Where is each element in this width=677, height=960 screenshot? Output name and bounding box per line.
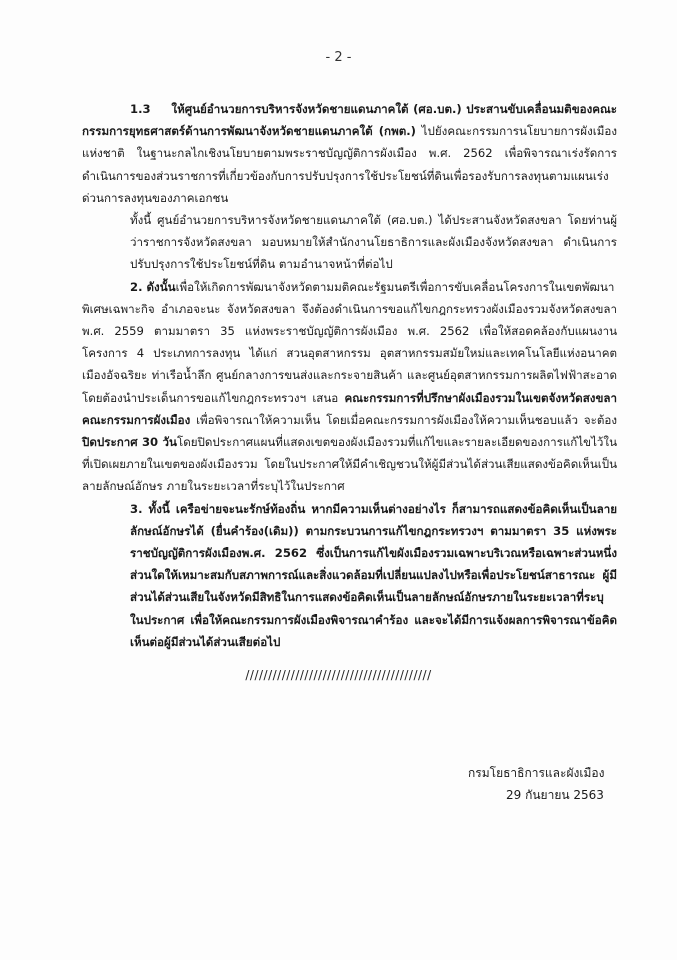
paragraph-bold-text: ปิดประกาศ 30 วัน	[82, 435, 177, 450]
paragraph-text: ทั้งนี้ ศูนย์อำนวยการบริหารจังหวัดชายแดนภาคใต้ (ศอ.บต.) ได้ประสานจังหวัดสงขลา โดยท่านผู้ว่าราชการจังหวัดสงขลา มอบหมายให้สำนักงานโยธาธิการและผังเมืองจังหวัดสงขลา ดำเนินการปรับปรุงการใช้ประโยชน์ที่ดิน ตามอำนาจหน้าที่ต่อไป	[130, 213, 617, 272]
paragraph-bold-text: 3. ทั้งนี้ เครือข่ายจะนะรักษ์ท้องถิ่น หากมีความเห็นต่างอย่างไร ก็สามารถแสดงข้อคิดเห็นเป็นลายลักษณ์อักษรได้ (ยื่นคำร้อง(เดิม)) ตามกระบวนการแก้ไขกฎกระทรวงฯ ตามมาตรา 35 แห่งพระราชบัญญัติการผังเมืองพ.ศ. 2562 ซึ่งเป็นการแก้ไขผังเมืองรวมเฉพาะบริเวณหรือเฉพาะส่วนหนึ่งส่วนใดให้เหมาะสมกับสภาพการณ์และสิ่งแวดล้อมที่เปลี่ยนแปลงไปหรือเพื่อประโยชน์สาธารณะ ผู้มีส่วนได้ส่วนเสียในจังหวัดมีสิทธิในการแสดงข้อคิดเห็นเป็นลายลักษณ์อักษรภายในระยะเวลาที่ระบุในประกาศ เพื่อให้คณะกรรมการผังเมืองพิจารณาคำร้อง และจะได้มีการแจ้งผลการพิจารณาข้อคิดเห็นต่อผู้มีส่วนได้ส่วนเสียต่อไป	[130, 501, 617, 649]
paragraph-bold-text: คณะกรรมการที่ปรึกษาผังเมืองรวมในเขตจังหวัดสงขลา คณะกรรมการผังเมือง	[82, 390, 617, 427]
section-number: 1.3	[130, 102, 151, 116]
signature-block	[440, 762, 640, 806]
document-date: 29 กันยายน 2563	[506, 788, 604, 802]
paragraph-text: โดยปิดประกาศแผนที่แสดงเขตของผังเมืองรวมที่แก้ไขและรายละเอียดของการแก้ไขไว้ในที่เปิดเผยภายในเขตของผังเมืองรวม โดยในประกาศให้มีคำเชิญชวนให้ผู้มีส่วนได้ส่วนเสียแสดงข้อคิดเห็นเป็นลายลักษณ์อักษร ภายในระยะเวลาที่ระบุไว้ในประกาศ	[82, 435, 617, 494]
separator-line: /////////////////////////////////////////	[245, 668, 432, 682]
paragraph-bold-text: ให้ศูนย์อำนวยการบริหารจังหวัดชายแดนภาคใต้ (ศอ.บต.) ประสานขับเคลื่อนมติของคณะกรรมการยุทธศาสตร์ด้านการพัฒนาจังหวัดชายแดนภาคใต้ (กพต.)	[82, 102, 617, 139]
paragraph-lead: 2. ดังนั้น	[130, 279, 176, 294]
page-number: - 2 -	[325, 50, 352, 65]
paragraph-text: เพื่อพิจารณาให้ความเห็น โดยเมื่อคณะกรรมการผังเมืองให้ความเห็นชอบแล้ว จะต้อง	[190, 412, 617, 427]
paragraph-2	[82, 276, 617, 498]
department-name: กรมโยธาธิการและผังเมือง	[468, 766, 605, 780]
paragraph-text: ไปยังคณะกรรมการนโยบายการผังเมืองแห่งชาติ ในฐานะกลไกเชิงนโยบายตามพระราชบัญญัติการผังเมือง พ.ศ. 2562 เพื่อพิจารณาเร่งรัดการดำเนินการของส่วนราชการที่เกี่ยวข้องกับการปรับปรุงการใช้ประโยชน์ที่ดินเพื่อรองรับการลงทุนตามแผนเร่งด่วนการลงทุนของภาคเอกชน	[82, 124, 617, 205]
paragraph-1-3-note	[82, 209, 617, 276]
paragraph-3	[82, 498, 617, 653]
paragraph-text: เพื่อให้เกิดการพัฒนาจังหวัดตามมติคณะรัฐมนตรีเพื่อการขับเคลื่อนโครงการในเขตพัฒนาพิเศษเฉพาะกิจ อำเภอจะนะ จังหวัดสงขลา จึงต้องดำเนินการขอแก้ไขกฎกระทรวงผังเมืองรวมจังหวัดสงขลา พ.ศ. 2559 ตามมาตรา 35 แห่งพระราชบัญญัติการผังเมือง พ.ศ. 2562 เพื่อให้สอดคล้องกับแผนงานโครงการ 4 ประเภทการลงทุน ได้แก่ สวนอุตสาหกรรม อุตสาหกรรมสมัยใหม่และเทคโนโลยีแห่งอนาคต เมืองอัจฉริยะ ท่าเรือน้ำลึก ศูนย์กลางการขนส่งและกระจายสินค้า และศูนย์อุตสาหกรรมการผลิตไฟฟ้าสะอาด โดยต้องนำประเด็นการขอแก้ไขกฎกระทรวงฯ เสนอ	[82, 279, 617, 405]
document-body	[82, 98, 617, 653]
paragraph-1-3	[82, 98, 617, 209]
